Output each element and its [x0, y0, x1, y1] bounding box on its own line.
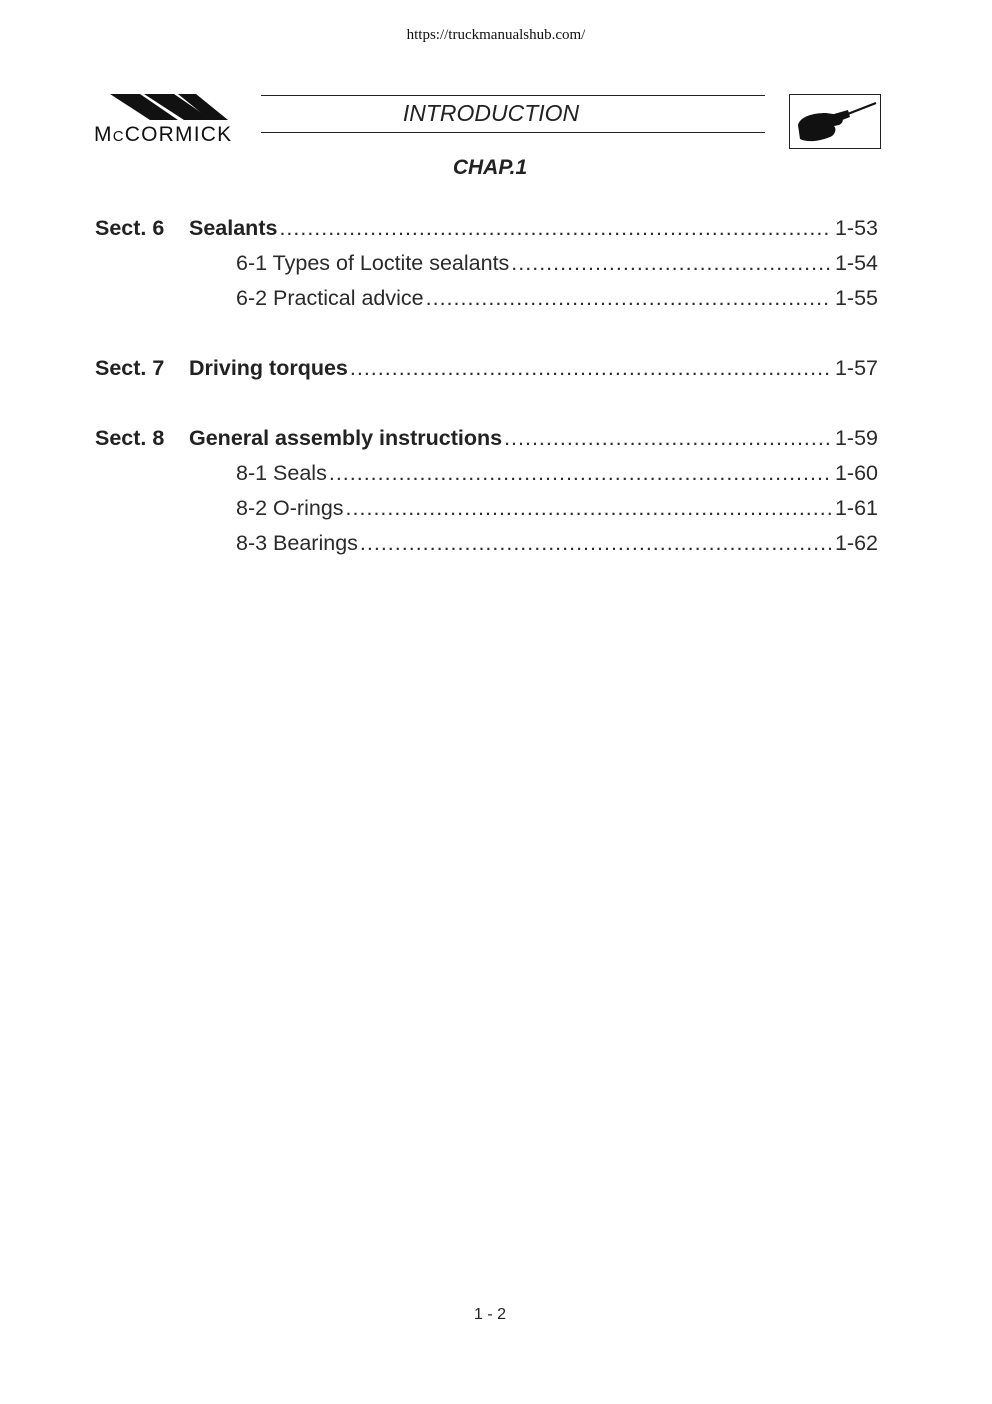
- toc-entry: [236, 248, 878, 278]
- toc-row-8-2[interactable]: [0, 493, 992, 523]
- mccormick-logo: [92, 92, 257, 148]
- toc-page-ref: 1-61: [834, 496, 878, 520]
- logo-wordmark-rest: CORMICK: [124, 123, 233, 146]
- toc-leader-dots: [350, 353, 831, 383]
- toc-page-ref: 1-53: [834, 216, 878, 240]
- toc-row-8-3[interactable]: [0, 528, 992, 558]
- toc-leader-dots: [504, 423, 831, 453]
- toc-entry: [236, 283, 878, 313]
- toc-row-8-1[interactable]: [0, 458, 992, 488]
- toc-title: 6-1 Types of Loctite sealants: [236, 251, 510, 275]
- toc-page-ref: 1-62: [834, 531, 878, 555]
- source-url[interactable]: https://truckmanualshub.com/: [406, 27, 586, 43]
- toc-entry: [236, 528, 878, 558]
- toc-row-sect-6[interactable]: [0, 213, 992, 243]
- toc-title: General assembly instructions: [189, 426, 503, 450]
- toc-leader-dots: [511, 248, 831, 278]
- toc-row-sect-8[interactable]: [0, 423, 992, 453]
- toc-entry: [189, 213, 878, 243]
- toc-entry: [189, 353, 878, 383]
- toc-title: 8-3 Bearings: [236, 531, 358, 555]
- toc-entry: [236, 493, 878, 523]
- toc-page-ref: 1-59: [834, 426, 878, 450]
- toc-title: Sealants: [189, 216, 278, 240]
- chapter-heading: CHAP.1: [452, 156, 528, 179]
- toc-leader-dots: [426, 283, 831, 313]
- toc-section-label: Sect. 8: [95, 426, 165, 450]
- toc-section-label: Sect. 6: [95, 216, 165, 240]
- logo-wordmark: [94, 123, 232, 147]
- toc-page-ref: 1-60: [834, 461, 878, 485]
- header-rule-top: [261, 95, 765, 96]
- toc-row-6-2[interactable]: [0, 283, 992, 313]
- chapter-icon-box: [789, 94, 881, 149]
- toc-title: 6-2 Practical advice: [236, 286, 424, 310]
- page-number: 1 - 2: [473, 1306, 506, 1323]
- toc-leader-dots: [346, 493, 831, 523]
- hand-with-screwdriver-icon: [790, 95, 882, 150]
- toc-row-sect-7[interactable]: [0, 353, 992, 383]
- toc-leader-dots: [279, 213, 831, 243]
- toc-title: 8-1 Seals: [236, 461, 327, 485]
- toc-page-ref: 1-54: [834, 251, 878, 275]
- logo-wordmark-prefix: MC: [94, 123, 125, 146]
- logo-stripes-icon: [92, 92, 257, 124]
- toc-leader-dots: [360, 528, 831, 558]
- toc-section-label: Sect. 7: [95, 356, 165, 380]
- toc-page-ref: 1-57: [834, 356, 878, 380]
- toc-leader-dots: [329, 458, 831, 488]
- toc-row-6-1[interactable]: [0, 248, 992, 278]
- toc-entry: [189, 423, 878, 453]
- toc-title: 8-2 O-rings: [236, 496, 344, 520]
- header-title: INTRODUCTION: [402, 100, 580, 126]
- toc-page-ref: 1-55: [834, 286, 878, 310]
- toc-title: Driving torques: [189, 356, 348, 380]
- toc-entry: [236, 458, 878, 488]
- header-rule-bottom: [261, 132, 765, 133]
